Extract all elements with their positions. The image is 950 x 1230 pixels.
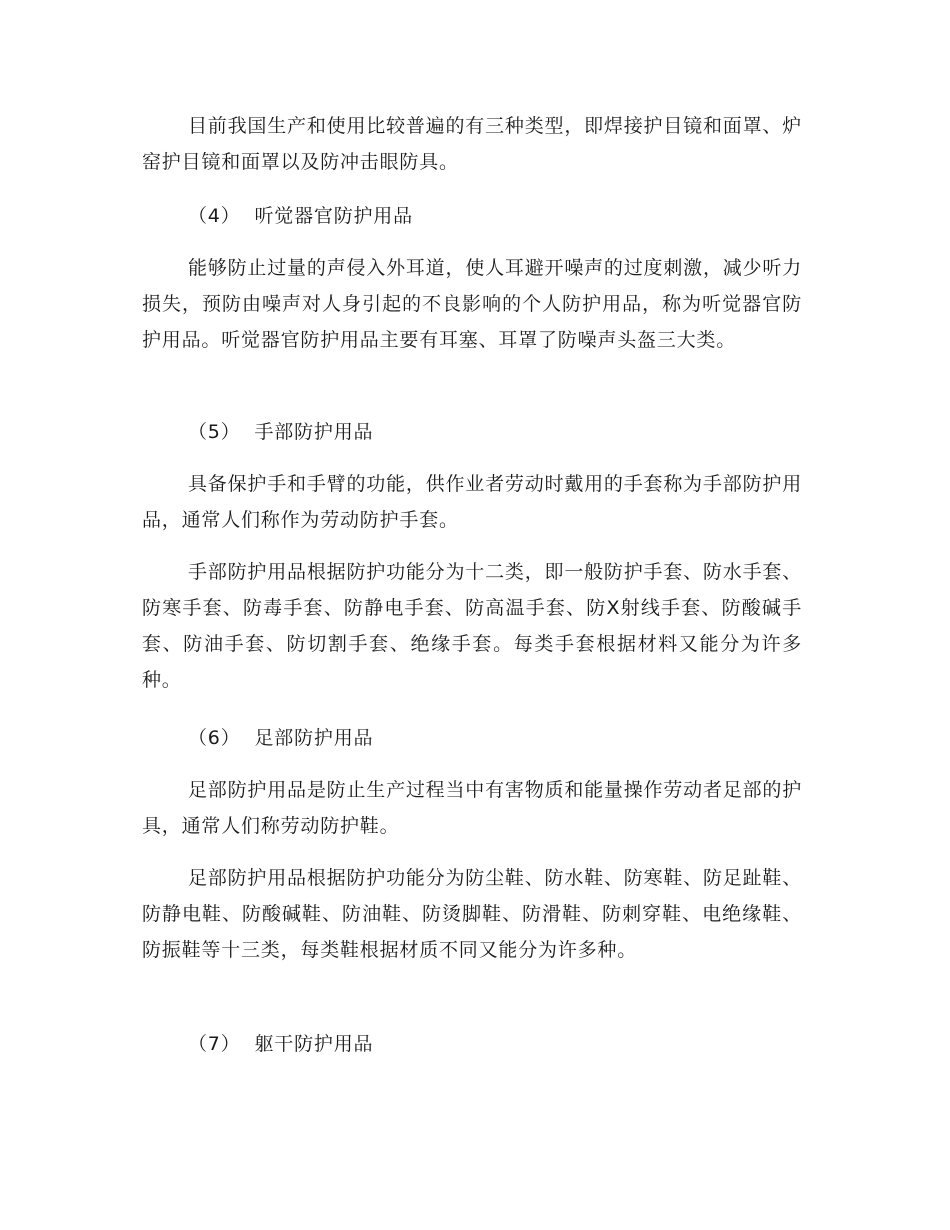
section-title: 躯干防护用品 bbox=[254, 1033, 374, 1055]
section-number: （6） bbox=[188, 727, 241, 749]
paragraph-shoe-types: 足部防护用品根据防护功能分为防尘鞋、防水鞋、防寒鞋、防足趾鞋、防静电鞋、防酸碱鞋、防油鞋、防烫脚鞋、防滑鞋、防刺穿鞋、电绝缘鞋、防振鞋等十三类，每类鞋根据材质不同又能分为许多种。 bbox=[142, 867, 802, 961]
section-heading-6 bbox=[188, 720, 373, 756]
section-heading-5 bbox=[188, 414, 373, 450]
paragraph-eye-protection-types: 目前我国生产和使用比较普遍的有三种类型，即焊接护目镜和面罩、炉窑护目镜和面罩以及防冲击眼防具。 bbox=[142, 115, 802, 173]
paragraph-hand-protection: 具备保护手和手臂的功能，供作业者劳动时戴用的手套称为手部防护用品，通常人们称作为劳动防护手套。 bbox=[142, 473, 802, 531]
section-title: 足部防护用品 bbox=[254, 727, 374, 749]
section-title: 听觉器官防护用品 bbox=[254, 205, 413, 227]
paragraph-foot-protection: 足部防护用品是防止生产过程当中有害物质和能量操作劳动者足部的护具，通常人们称劳动防护鞋。 bbox=[142, 779, 802, 837]
section-number: （7） bbox=[188, 1033, 241, 1055]
section-title: 手部防护用品 bbox=[254, 421, 374, 443]
section-heading-4 bbox=[188, 198, 413, 234]
section-number: （4） bbox=[188, 205, 241, 227]
section-heading-7 bbox=[188, 1026, 373, 1062]
paragraph-glove-types: 手部防护用品根据防护功能分为十二类，即一般防护手套、防水手套、防寒手套、防毒手套、防静电手套、防高温手套、防X射线手套、防酸碱手套、防油手套、防切割手套、绝缘手套。每类手套根据材料又能分为许多种。 bbox=[142, 561, 802, 691]
section-number: （5） bbox=[188, 421, 241, 443]
paragraph-hearing-protection: 能够防止过量的声侵入外耳道，使人耳避开噪声的过度刺激，减少听力损失，预防由噪声对人身引起的不良影响的个人防护用品，称为听觉器官防护用品。听觉器官防护用品主要有耳塞、耳罩了防噪声头盔三大类。 bbox=[142, 257, 802, 351]
